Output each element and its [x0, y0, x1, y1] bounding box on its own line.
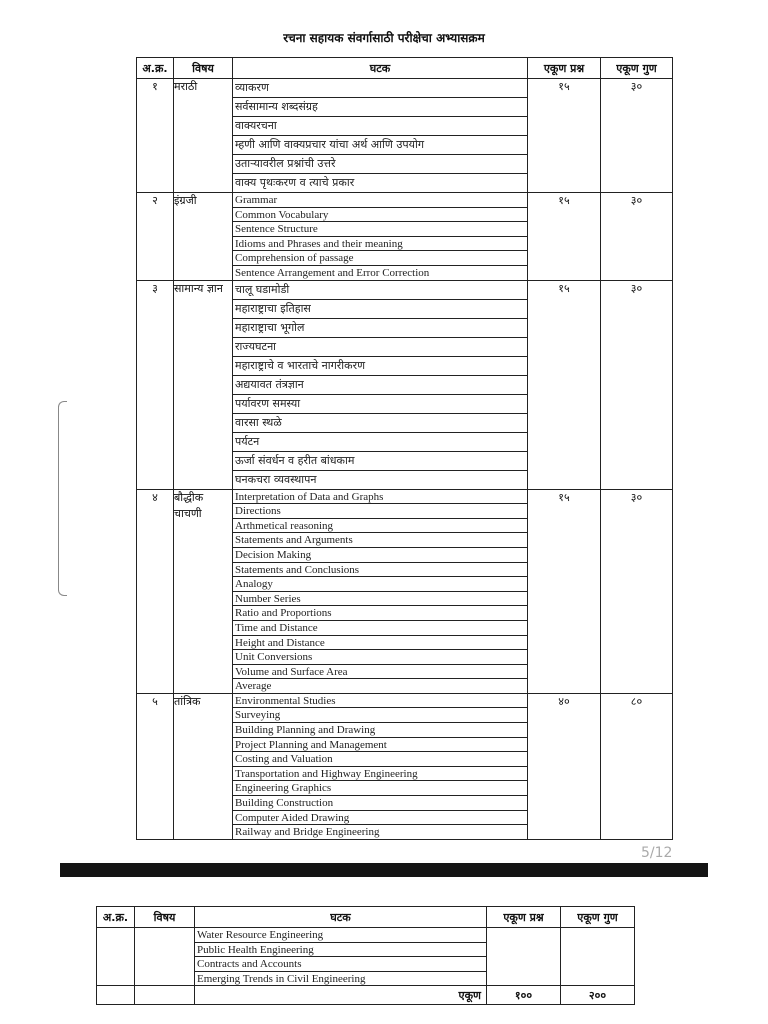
- row-subject: सामान्य ज्ञान: [174, 280, 233, 489]
- row-marks: ३०: [601, 193, 673, 281]
- row-questions: १५: [528, 489, 601, 693]
- topic-item: Statements and Conclusions: [233, 563, 527, 578]
- row-sn: १: [137, 79, 174, 193]
- row-marks: [561, 928, 635, 986]
- row-topics: [233, 693, 528, 839]
- topic-item: Water Resource Engineering: [195, 928, 486, 943]
- row-questions: १५: [528, 280, 601, 489]
- topic-item: Costing and Valuation: [233, 752, 527, 767]
- table-header-row: [97, 907, 635, 928]
- topic-item: Public Health Engineering: [195, 943, 486, 958]
- row-topics: [233, 489, 528, 693]
- topic-item: वारसा स्थळे: [233, 414, 527, 433]
- topic-item: महाराष्ट्राचा इतिहास: [233, 300, 527, 319]
- total-marks: २००: [561, 986, 635, 1005]
- topic-item: Surveying: [233, 708, 527, 723]
- row-questions: १५: [528, 193, 601, 281]
- topic-item: Environmental Studies: [233, 694, 527, 709]
- topic-item: ऊर्जा संवर्धन व हरीत बांधकाम: [233, 452, 527, 471]
- topic-item: Number Series: [233, 592, 527, 607]
- row-subject: तांत्रिक: [174, 693, 233, 839]
- header-total-questions: एकूण प्रश्न: [487, 907, 561, 928]
- topic-item: महाराष्ट्राचा भूगोल: [233, 319, 527, 338]
- topic-item: Time and Distance: [233, 621, 527, 636]
- row-questions: [487, 928, 561, 986]
- row-marks: ८०: [601, 693, 673, 839]
- header-total-marks: एकूण गुण: [561, 907, 635, 928]
- topic-item: Unit Conversions: [233, 650, 527, 665]
- header-total-questions: एकूण प्रश्न: [528, 58, 601, 79]
- page-indicator: 5/12: [641, 845, 673, 861]
- topic-item: व्याकरण: [233, 79, 527, 98]
- total-label: एकूण: [195, 986, 487, 1005]
- topic-item: Comprehension of passage: [233, 251, 527, 266]
- topic-item: Ratio and Proportions: [233, 606, 527, 621]
- header-component: घटक: [195, 907, 487, 928]
- topic-item: Engineering Graphics: [233, 781, 527, 796]
- topic-item: Directions: [233, 504, 527, 519]
- row-sn: ३: [137, 280, 174, 489]
- topic-item: चालू घडामोडी: [233, 281, 527, 300]
- row-marks: ३०: [601, 489, 673, 693]
- table-row: [137, 79, 673, 193]
- topic-item: Idioms and Phrases and their meaning: [233, 237, 527, 252]
- topic-item: Statements and Arguments: [233, 533, 527, 548]
- row-marks: ३०: [601, 79, 673, 193]
- topic-item: अद्ययावत तंत्रज्ञान: [233, 376, 527, 395]
- row-sn: [97, 928, 135, 986]
- row-questions: १५: [528, 79, 601, 193]
- total-row: [97, 986, 635, 1005]
- table-row: [137, 193, 673, 281]
- row-subject: बौद्धीक चाचणी: [174, 489, 233, 693]
- topic-item: Grammar: [233, 193, 527, 208]
- total-questions: १००: [487, 986, 561, 1005]
- header-sn: अ.क्र.: [137, 58, 174, 79]
- table-row: [137, 693, 673, 839]
- scroll-indicator[interactable]: [58, 401, 67, 596]
- topic-item: Average: [235, 680, 272, 693]
- topic-item: उताऱ्यावरील प्रश्नांची उत्तरे: [233, 155, 527, 174]
- header-total-marks: एकूण गुण: [601, 58, 673, 79]
- table-row: [137, 489, 673, 693]
- topic-item: Volume and Surface Area: [233, 665, 527, 680]
- topic-item: Analogy: [233, 577, 527, 592]
- topic-item: म्हणी आणि वाक्यप्रचार यांचा अर्थ आणि उपयोग: [233, 136, 527, 155]
- topic-item: Emerging Trends in Civil Engineering: [197, 972, 366, 985]
- row-topics: [233, 79, 528, 193]
- topic-item: Decision Making: [233, 548, 527, 563]
- topic-item: वाक्यरचना: [233, 117, 527, 136]
- table-row: [97, 928, 635, 986]
- syllabus-table-continued: [96, 906, 635, 1005]
- header-component: घटक: [233, 58, 528, 79]
- topic-item: Arthmetical reasoning: [233, 519, 527, 534]
- topic-item: Building Planning and Drawing: [233, 723, 527, 738]
- topic-item: Height and Distance: [233, 636, 527, 651]
- row-topics: [233, 280, 528, 489]
- row-sn: २: [137, 193, 174, 281]
- topic-item: पर्यावरण समस्या: [233, 395, 527, 414]
- document-title: रचना सहायक संवर्गासाठी परीक्षेचा अभ्यासक्रम: [283, 31, 485, 45]
- table-header-row: [137, 58, 673, 79]
- topic-item: घनकचरा व्यवस्थापन: [235, 472, 317, 486]
- row-subject: इंग्रजी: [174, 193, 233, 281]
- header-subject: विषय: [174, 58, 233, 79]
- header-subject: विषय: [135, 907, 195, 928]
- topic-item: Interpretation of Data and Graphs: [233, 490, 527, 505]
- page-separator: [60, 863, 708, 877]
- row-subject: मराठी: [174, 79, 233, 193]
- topic-item: सर्वसामान्य शब्दसंग्रह: [233, 98, 527, 117]
- topic-item: वाक्य पृथःकरण व त्याचे प्रकार: [235, 176, 355, 189]
- topic-item: पर्यटन: [233, 433, 527, 452]
- topic-item: Computer Aided Drawing: [233, 811, 527, 826]
- row-topics: [233, 193, 528, 281]
- topic-item: Common Vocabulary: [233, 208, 527, 223]
- row-marks: ३०: [601, 280, 673, 489]
- syllabus-table: [136, 57, 673, 840]
- total-empty-subject: [135, 986, 195, 1005]
- row-subject: [135, 928, 195, 986]
- row-questions: ४०: [528, 693, 601, 839]
- row-topics: [195, 928, 487, 986]
- topic-item: Contracts and Accounts: [195, 957, 486, 972]
- total-empty-sn: [97, 986, 135, 1005]
- topic-item: महाराष्ट्राचे व भारताचे नागरीकरण: [233, 357, 527, 376]
- topic-item: Railway and Bridge Engineering: [235, 826, 380, 839]
- topic-item: Project Planning and Management: [233, 738, 527, 753]
- topic-item: Sentence Structure: [233, 222, 527, 237]
- topic-item: राज्यघटना: [233, 338, 527, 357]
- row-sn: ५: [137, 693, 174, 839]
- header-sn: अ.क्र.: [97, 907, 135, 928]
- topic-item: Sentence Arrangement and Error Correction: [235, 266, 430, 279]
- row-sn: ४: [137, 489, 174, 693]
- topic-item: Building Construction: [233, 796, 527, 811]
- table-row: [137, 280, 673, 489]
- topic-item: Transportation and Highway Engineering: [233, 767, 527, 782]
